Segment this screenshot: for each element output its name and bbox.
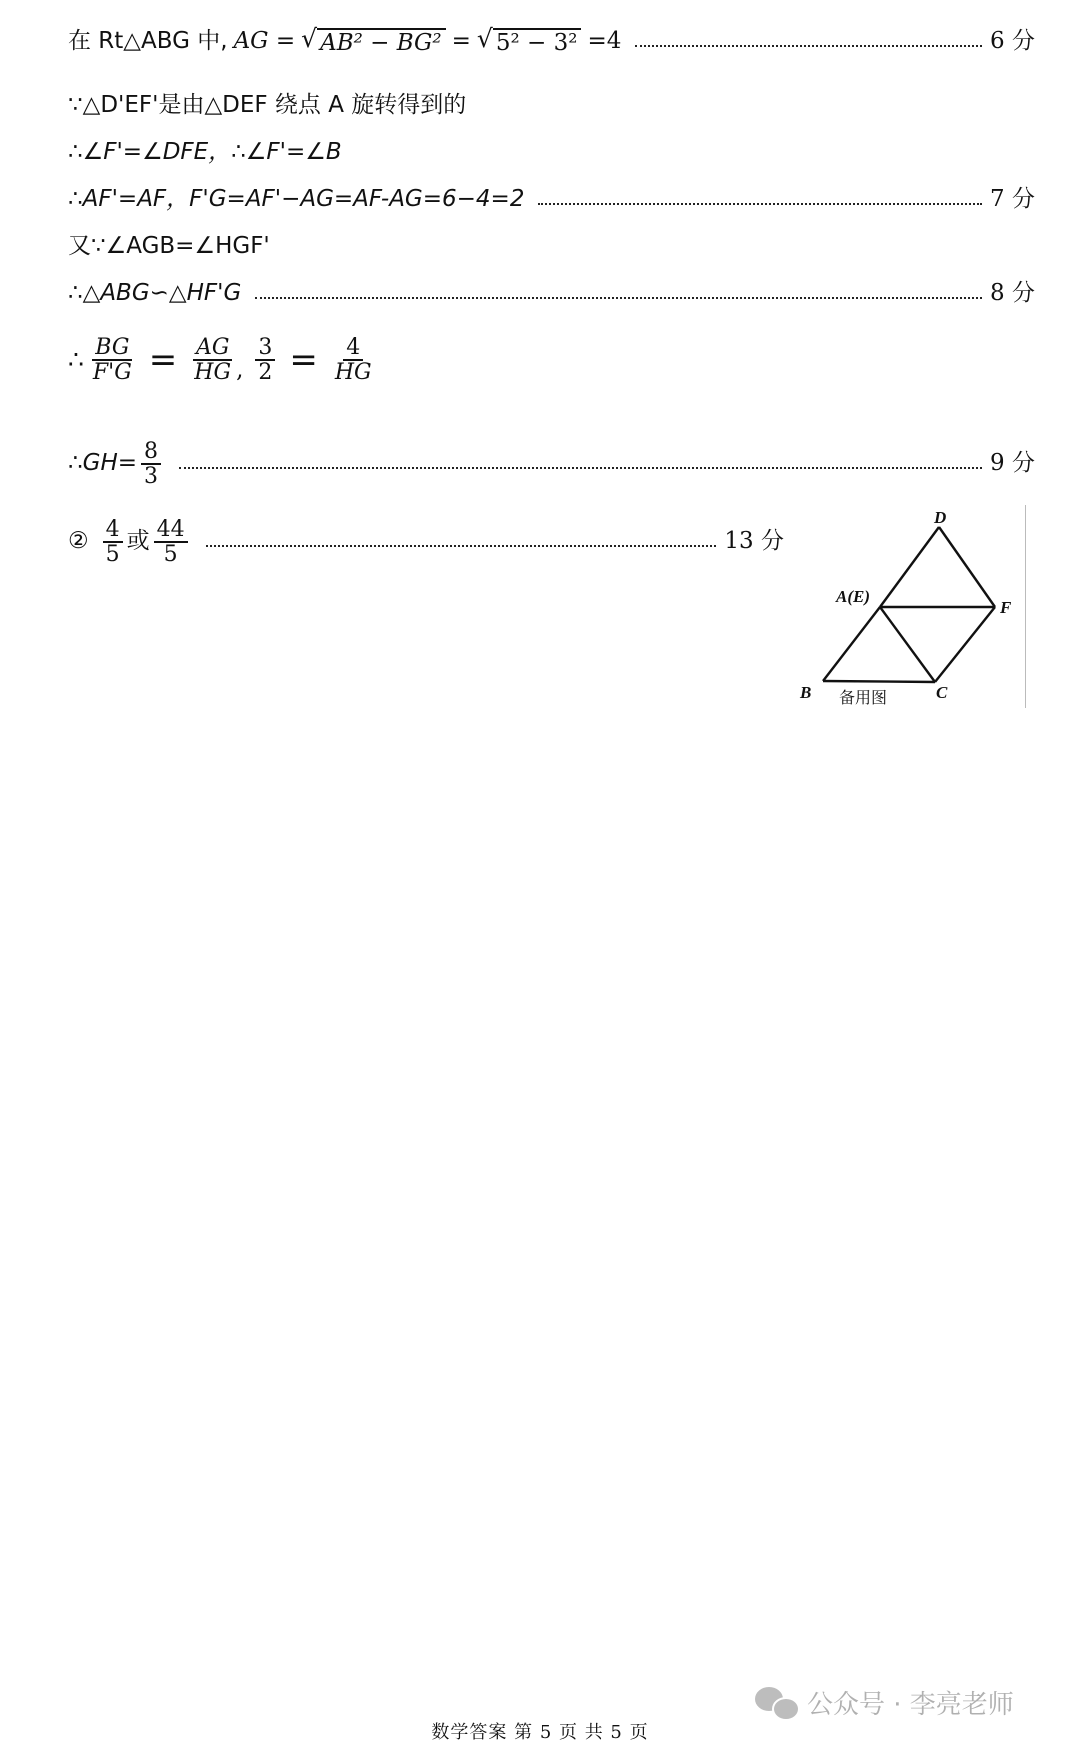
score-leader <box>538 203 982 205</box>
score-13: 13 分 <box>724 528 784 555</box>
score-8: 8 分 <box>990 280 1035 306</box>
fraction-numerator: AG <box>193 336 232 361</box>
fraction-denominator: 3 <box>144 464 159 490</box>
segment-d-f <box>939 527 995 607</box>
line-1-equal: = <box>451 28 471 54</box>
solution-line-9 <box>68 518 784 566</box>
score-leader <box>179 467 982 469</box>
equals-sign: = <box>148 339 178 380</box>
fraction-denominator: 2 <box>258 360 273 386</box>
segment-f-c <box>935 607 995 682</box>
solution-line-4 <box>68 186 1035 214</box>
wechat-icon <box>755 1687 797 1719</box>
label-c: C <box>936 683 948 702</box>
score-9: 9 分 <box>990 450 1035 477</box>
geometry-diagram <box>795 505 1025 708</box>
line-6-content <box>68 280 241 308</box>
fraction-4-over-5 <box>103 518 123 566</box>
segment-b-c <box>823 681 935 682</box>
comma: , <box>236 356 244 383</box>
therefore-symbol: ∴ <box>68 345 84 375</box>
fraction-ag-over-hg <box>191 336 234 384</box>
line-1-result: =4 <box>587 28 622 54</box>
line-2-text: ∵△D'EF'是由△DEF 绕点 A 旋转得到的 <box>68 92 467 118</box>
label-ae: A(E) <box>836 587 870 606</box>
solution-line-1 <box>68 24 1035 57</box>
fraction-numerator: 8 <box>141 440 161 465</box>
line-6-text: ∴△ABG∽△HF'G <box>68 280 242 306</box>
sqrt-radicand-2: 5² − 3² <box>493 28 582 55</box>
fraction-numerator: 4 <box>103 518 123 543</box>
figure-caption: 备用图 <box>839 690 888 707</box>
watermark <box>755 1684 1014 1721</box>
fraction-bg-over-fg <box>90 336 135 384</box>
line-4-text: ∴AF'=AF，F'G=AF'−AG=AF-AG=6−4=2 <box>68 186 525 212</box>
segment-ae-c <box>880 607 935 682</box>
solution-line-3 <box>68 139 1035 167</box>
score-6: 6 分 <box>990 28 1035 54</box>
segment-ae-b <box>823 607 880 681</box>
segment-d-ae <box>880 527 939 607</box>
radical-icon: √ <box>476 24 493 54</box>
line-1-content <box>68 24 622 57</box>
fraction-44-over-5 <box>154 518 188 566</box>
line-8-content <box>68 440 165 488</box>
line-1-lhs: AG = <box>233 28 296 54</box>
fraction-numerator: BG <box>92 336 132 361</box>
equals-sign: = <box>289 339 318 380</box>
sqrt-expression-1 <box>301 24 446 57</box>
score-7: 7 分 <box>990 186 1035 212</box>
fraction-denominator: HG <box>334 360 372 386</box>
solution-line-2 <box>68 92 1035 120</box>
sqrt-expression-2 <box>476 24 582 57</box>
score-leader <box>635 45 982 47</box>
label-b: B <box>800 683 812 702</box>
backup-geometry-figure <box>795 505 1026 708</box>
fraction-denominator: F'G <box>92 360 132 386</box>
fraction-denominator: 5 <box>163 542 178 568</box>
or-word: 或 <box>126 528 150 555</box>
label-d: D <box>934 508 947 527</box>
fraction-numerator: 4 <box>343 336 363 361</box>
line-4-content <box>68 186 524 214</box>
figure-labels <box>799 508 1012 702</box>
fraction-denominator: HG <box>194 360 232 386</box>
fraction-3-over-2 <box>255 336 275 384</box>
fraction-4-over-hg <box>332 336 375 384</box>
fraction-8-over-3 <box>141 440 161 488</box>
line-8-lead: ∴GH= <box>68 450 138 477</box>
line-5-text: 又∵∠AGB=∠HGF' <box>68 233 270 259</box>
score-leader <box>255 297 982 299</box>
solution-line-7 <box>68 336 1035 384</box>
fraction-numerator: 44 <box>154 518 188 543</box>
label-f: F <box>1000 598 1012 617</box>
score-leader <box>206 545 717 547</box>
line-3-text: ∴∠F'=∠DFE，∴∠F'=∠B <box>68 139 342 165</box>
solution-line-5 <box>68 233 1035 261</box>
line-9-content <box>68 518 192 566</box>
radical-icon: √ <box>301 24 318 54</box>
watermark-text: 公众号 · 李亮老师 <box>807 1690 1014 1720</box>
fraction-numerator: 3 <box>255 336 275 361</box>
solution-line-6 <box>68 280 1035 308</box>
page-footer: 数学答案 第 5 页 共 5 页 <box>431 1722 649 1743</box>
solution-line-8 <box>68 440 1035 488</box>
sqrt-radicand-1: AB² − BG² <box>317 28 446 55</box>
line-1-prefix: 在 Rt△ABG 中, <box>68 28 228 54</box>
item-number-2: ② <box>68 528 89 555</box>
fraction-denominator: 5 <box>105 542 120 568</box>
